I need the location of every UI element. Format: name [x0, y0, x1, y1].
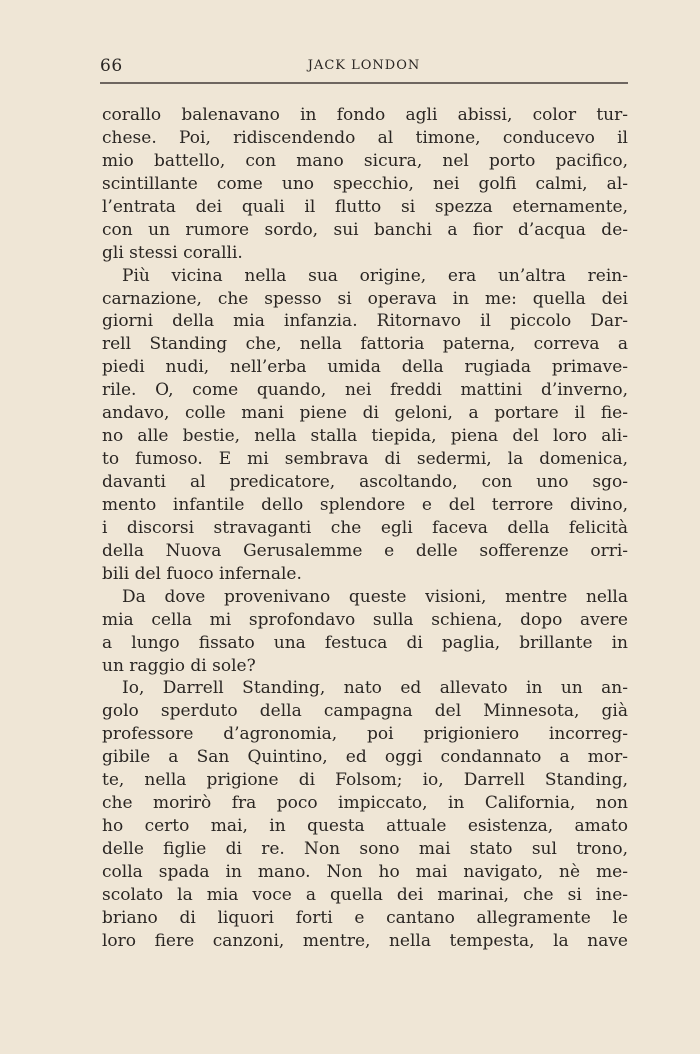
text-line: della Nuova Gerusalemme e delle sofferenze orri- — [102, 540, 628, 561]
text-line: mio battello, con mano sicura, nel porto pacifico, — [102, 150, 628, 171]
page-header — [100, 56, 628, 80]
page-number: 66 — [100, 56, 123, 76]
text-line: delle figlie di re. Non sono mai stato sul trono, — [102, 839, 628, 859]
text-line: i discorsi stravaganti che egli faceva della felicità — [102, 517, 628, 538]
text-line: gli stessi coralli. — [102, 242, 243, 263]
text-line: professore d’agronomia, poi prigioniero incorreg- — [102, 724, 628, 745]
text-line: corallo balenavano in fondo agli abissi, color tur- — [102, 105, 628, 125]
text-line: Io, Darrell Standing, nato ed allevato in un an- — [122, 678, 628, 699]
text-line: golo sperduto della campagna del Minnesota, già — [102, 701, 628, 722]
text-line: briano di liquori forti e cantano allegramente le — [102, 907, 628, 928]
text-line: no alle bestie, nella stalla tiepida, piena del loro ali- — [102, 426, 628, 447]
text-line: rile. O, come quando, nei freddi mattini d’inverno, — [102, 380, 628, 401]
text-line: giorni della mia infanzia. Ritornavo il piccolo Dar- — [102, 311, 628, 332]
header-rule — [100, 82, 628, 84]
text-line: colla spada in mano. Non ho mai navigato, nè me- — [102, 861, 628, 882]
text-line: a lungo fissato una festuca di paglia, brillante in — [102, 632, 628, 653]
text-line: gibile a San Quintino, ed oggi condannato a mor- — [102, 747, 628, 768]
text-line: piedi nudi, nell’erba umida della rugiada primave- — [102, 357, 628, 378]
text-line: carnazione, che spesso si operava in me: quella dei — [102, 288, 628, 309]
running-head: JACK LONDON — [307, 58, 421, 73]
text-line: con un rumore sordo, sui banchi a fior d’acqua de- — [102, 219, 628, 240]
text-line: mento infantile dello splendore e del terrore divino, — [102, 494, 628, 515]
body-text — [102, 104, 628, 953]
text-line: chese. Poi, ridiscendendo al timone, conducevo il — [102, 127, 628, 148]
text-line: rell Standing che, nella fattoria paterna, correva a — [102, 334, 628, 355]
text-line: bili del fuoco infernale. — [102, 563, 302, 584]
text-line: Più vicina nella sua origine, era un’altra rein- — [122, 265, 628, 286]
text-line: che morirò fra poco impiccato, in California, non — [102, 793, 628, 814]
text-line: l’entrata dei quali il flutto si spezza eternamente, — [102, 196, 628, 217]
text-line: loro fiere canzoni, mentre, nella tempesta, la nave — [102, 930, 628, 951]
text-line: Da dove provenivano queste visioni, mentre nella — [122, 586, 628, 607]
text-line: ho certo mai, in questa attuale esistenza, amato — [102, 816, 628, 837]
text-line: andavo, colle mani piene di geloni, a portare il fie- — [102, 403, 628, 424]
text-line: scolato la mia voce a quella dei marinai, che si ine- — [102, 884, 628, 905]
text-line: un raggio di sole? — [102, 655, 256, 676]
text-line: mia cella mi sprofondavo sulla schiena, dopo avere — [102, 609, 628, 630]
text-line: scintillante come uno specchio, nei golfi calmi, al- — [102, 173, 628, 194]
text-line: davanti al predicatore, ascoltando, con uno sgo- — [102, 472, 628, 492]
text-line: te, nella prigione di Folsom; io, Darrell Standing, — [102, 770, 628, 791]
text-line: to fumoso. E mi sembrava di sedermi, la domenica, — [102, 449, 628, 470]
